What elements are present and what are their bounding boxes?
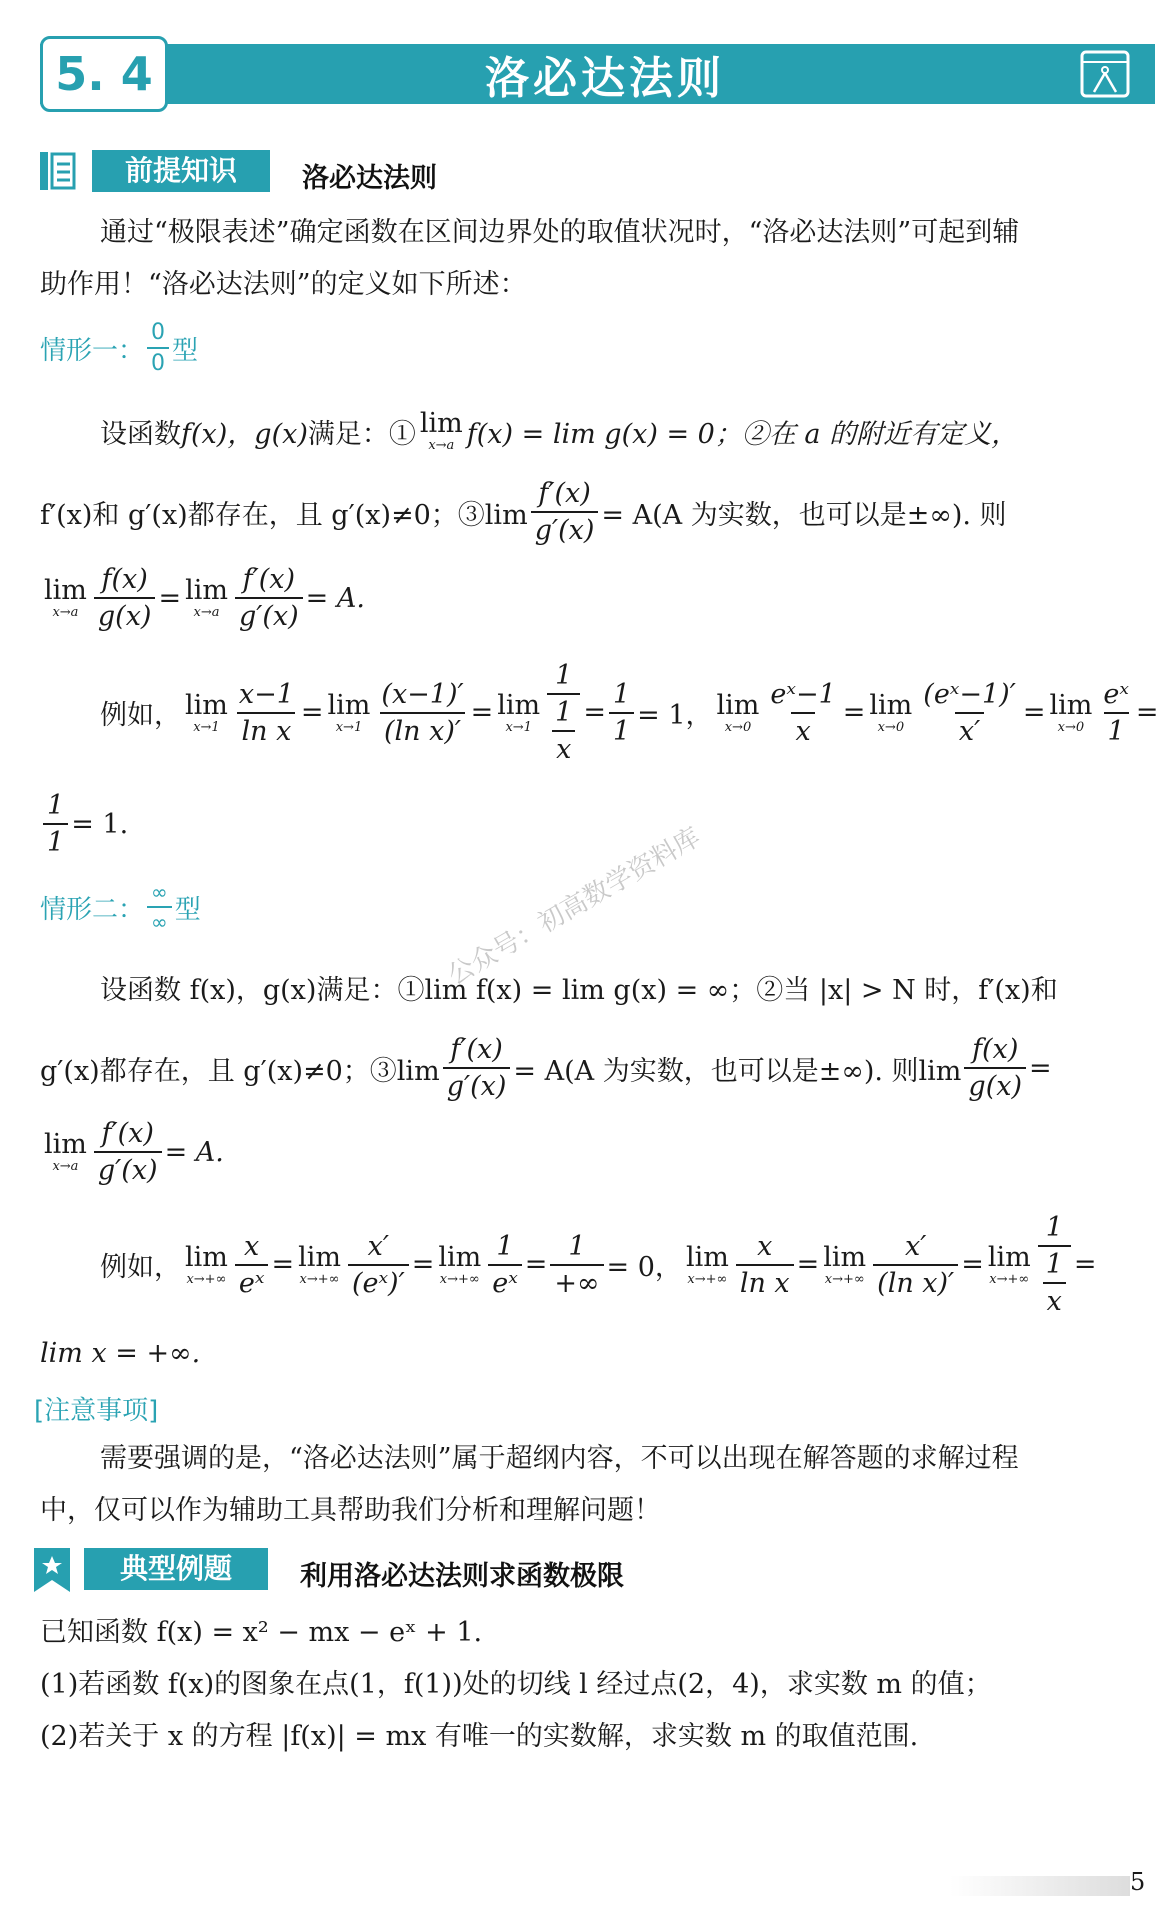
frac-num: eˣ [1103, 678, 1129, 710]
case2-line2-a: g′(x)都存在，且 g′(x)≠0；③lim [40, 1055, 440, 1087]
case2-line2: g′(x)都存在，且 g′(x)≠0；③lim $\frac{f'(x)}{g'(x)}$ = A(A 为实数，也可以是±∞). 则lim $\frac{f(x)}{g(x)}$ = [40, 1034, 1052, 1102]
question-1: (1)若函数 f(x)的图象在点(1，f(1))处的切线 l 经过点(2，4)，求实数 m 的值； [40, 1669, 992, 1700]
frac-den: 1 [43, 823, 68, 858]
lim-sub: x→a [52, 1159, 79, 1174]
frac-num: f′(x) [101, 1118, 154, 1149]
lim-word: lim [716, 689, 760, 721]
lim-word: lim [685, 1241, 729, 1273]
frac-num: x−1 [238, 678, 294, 710]
frac-den: (eˣ)′ [348, 1264, 409, 1299]
frac-den: +∞ [550, 1264, 603, 1299]
frac [1038, 1212, 1071, 1317]
frac-den: g′(x) [531, 511, 599, 546]
frac-den: 1 [609, 712, 634, 747]
frac [766, 679, 839, 747]
frac-num: (eˣ−1)′ [923, 678, 1016, 710]
frac [443, 1034, 511, 1102]
frac [235, 679, 298, 747]
nested-frac [1042, 1249, 1067, 1317]
intro-line1: 通过“极限表述”确定函数在区间边界处的取值状况时，“洛必达法则”可起到辅 [100, 217, 1020, 248]
lim-sub: x→+∞ [989, 1271, 1030, 1287]
frac-num: (x−1)′ [381, 678, 464, 710]
frac [873, 1231, 958, 1299]
frac [550, 1231, 603, 1299]
prereq-title: 洛必达法则 [302, 163, 437, 194]
lim-symbol [44, 1131, 87, 1173]
frac-den: g(x) [964, 1067, 1026, 1102]
lim-sub: x→+∞ [299, 1271, 340, 1287]
frac-den: ln x [736, 1264, 794, 1299]
frac-den: x′ [955, 712, 984, 747]
compass-icon [1080, 50, 1130, 98]
frac-den: x [552, 730, 575, 765]
lim-symbol [185, 1241, 228, 1287]
lim-word: lim [298, 1241, 341, 1273]
lim-sub: x→+∞ [687, 1271, 728, 1287]
case1-line2-a: f′(x)和 g′(x)都存在，且 g′(x)≠0；③lim [40, 499, 528, 531]
frac [736, 1231, 794, 1299]
case1-line2 [40, 478, 1007, 546]
frac-num: 1 [568, 1230, 586, 1262]
nested-frac [551, 697, 576, 765]
frac-num: f(x) [972, 1034, 1019, 1065]
frac [377, 679, 467, 747]
frac-num: f′(x) [538, 478, 591, 509]
ex4: = 1， [637, 700, 713, 731]
lim-symbol [185, 577, 228, 619]
case1-line1-a: 设函数 [100, 418, 181, 450]
lim-sub: x→1 [193, 719, 220, 735]
lim-sub: x→a [52, 605, 79, 620]
frac [964, 1034, 1026, 1102]
lim-symbol [185, 689, 228, 735]
lim-word: lim [987, 1241, 1031, 1273]
case2-line3-end: = A. [164, 1136, 224, 1168]
case1-frac-den: 0 [147, 347, 169, 376]
frac-num: x [757, 1230, 773, 1262]
lim-word: lim [419, 408, 463, 439]
frac-num: 1 [555, 697, 573, 728]
frac-num: f′(x) [450, 1034, 503, 1065]
case1-line1 [100, 410, 1018, 452]
lim-sub: x→+∞ [824, 1271, 865, 1287]
lim-word: lim [438, 1241, 482, 1273]
case2-last: lim x = +∞. [40, 1338, 201, 1369]
list-icon [38, 150, 78, 192]
lim-sub: x→a [428, 438, 455, 453]
case2-example: 例如， lim x→+∞ $\frac{x}{\text{eˣ}}$ = lim x→+∞ $\frac{x'}{\text{(eˣ)′}}$ = lim x→+∞ $\frac{1}{\text{eˣ}}$ = $\frac{1}{+\infty}$ = 0， lim x→+∞ $\frac{x}{\text{ln x}}$ = lim x→+∞ $\frac{x'}{\text{(ln x)′}}$ = lim x→+∞ $\frac{1}{\frac{1}{x}}$ = [100, 1212, 1097, 1317]
case2-line2-b: = A(A 为实数，也可以是±∞). 则lim [513, 1055, 962, 1087]
lim-sub: x→0 [1057, 719, 1085, 735]
frac-den: eˣ [488, 1264, 522, 1299]
frac [1099, 679, 1133, 747]
case1-example-end [40, 790, 128, 858]
lim-symbol [823, 1241, 867, 1287]
frac [235, 564, 303, 632]
case1-label-text: 情形一： [40, 335, 145, 366]
lim-symbol [716, 689, 760, 735]
lim-symbol [685, 1241, 729, 1287]
case1-example: 例如， lim x→1 $\frac{x-1}{\text{ln x}}$ = lim x→1 $\frac{(x-1)'}{\text{(ln x)′}}$ = lim x→1 $\frac{1}{\frac{1}{x}}$ = $\frac{1}{1}$ = 1， lim x→0 $\frac{\text{eˣ−1}}{x}$ = lim x→0 $\frac{\text{(eˣ−1)′}}{x'}$ = lim x→0 $\frac{\text{eˣ}}{1}$ = [100, 660, 1159, 765]
frac [94, 1118, 162, 1186]
case1-line1-b: f(x)，g(x) [181, 418, 308, 450]
lim-word: lim [823, 1241, 867, 1273]
lim-word: lim [185, 689, 228, 721]
case1-suffix: 型 [172, 335, 199, 366]
case2-label [40, 880, 201, 934]
frac-num: x′ [367, 1230, 390, 1262]
frac [348, 1231, 409, 1299]
section-number: 5. 4 [40, 36, 168, 112]
lim-word: lim [185, 1241, 228, 1273]
lim-word: lim [869, 689, 913, 721]
lim-sub: x→0 [877, 719, 905, 735]
frac [488, 1231, 522, 1299]
ex-end: = 1. [71, 808, 129, 840]
star-bookmark-icon [34, 1548, 70, 1592]
frac-den: g′(x) [94, 1151, 162, 1186]
question-0: 已知函数 f(x) = x² − mx − eˣ + 1. [40, 1617, 483, 1648]
intro-line2: 助作用！“洛必达法则”的定义如下所述： [40, 269, 527, 300]
lim-sub: x→0 [724, 719, 752, 735]
frac-den: ln x [237, 712, 295, 747]
frac-den: 1 [1104, 712, 1129, 747]
lim-symbol [438, 1241, 482, 1287]
case2-fraction [147, 880, 172, 934]
lim-sub: x→a [193, 605, 220, 620]
case2-frac-den: ∞ [147, 906, 172, 934]
lim-word: lim [44, 1129, 87, 1160]
case2-suffix: 型 [174, 894, 201, 925]
lim-sub: x→+∞ [186, 1271, 227, 1287]
lim-symbol [44, 577, 87, 619]
lim-sub: x→+∞ [439, 1271, 480, 1287]
case1-line1-c: 满足：① [307, 418, 416, 450]
frac-num: 1 [47, 790, 65, 821]
prereq-badge: 前提知识 [92, 150, 270, 192]
case1-label [40, 320, 198, 376]
frac-num: x [244, 1230, 260, 1262]
example-title: 利用洛必达法则求函数极限 [300, 1561, 624, 1592]
frac-den: x [1043, 1282, 1066, 1317]
case2-line1: 设函数 f(x)，g(x)满足：①lim f(x) = lim g(x) = ∞；②当 |x| > N 时，f′(x)和 [100, 975, 1058, 1006]
frac-num: f(x) [101, 564, 148, 595]
case2-label-text: 情形二： [40, 894, 145, 925]
frac-den: g(x) [94, 597, 156, 632]
page-title: 洛必达法则 [485, 53, 725, 104]
case1-line3: lim x→a $\frac{f(x)}{g(x)}$ = lim x→a $\frac{f'(x)}{g'(x)}$ = A. [44, 564, 365, 632]
footer-decoration [950, 1876, 1130, 1896]
frac-den: eˣ [235, 1264, 269, 1299]
frac [919, 679, 1020, 747]
frac-num: 1 [1045, 1249, 1063, 1280]
frac-num: 1 [1045, 1212, 1063, 1243]
frac [609, 679, 634, 747]
frac-num: 1 [555, 660, 573, 691]
example-badge: 典型例题 [84, 1548, 268, 1590]
lim-symbol [497, 689, 541, 735]
case1-line2-b: = A(A 为实数，也可以是±∞). 则 [601, 499, 1007, 531]
question-2: (2)若关于 x 的方程 |f(x)| = mx 有唯一的实数解，求实数 m 的取值范围. [40, 1721, 919, 1752]
frac-num: 1 [496, 1230, 514, 1262]
lim-symbol [420, 410, 463, 452]
frac-num: f′(x) [242, 564, 296, 595]
lim-symbol [298, 1241, 341, 1287]
example-label: 例如， [100, 1252, 181, 1283]
frac-den: x [791, 712, 814, 747]
frac [94, 564, 156, 632]
lim-symbol [869, 689, 913, 735]
case1-frac-num: 0 [151, 320, 166, 345]
frac-den: g′(x) [443, 1067, 511, 1102]
case2-frac-num: ∞ [151, 880, 168, 904]
lim-word: lim [1049, 689, 1093, 721]
frac [235, 1231, 269, 1299]
lim-word: lim [327, 689, 371, 721]
frac-num: x′ [905, 1230, 927, 1262]
case2-line3 [40, 1118, 224, 1186]
e4-end: = 0， [606, 1252, 682, 1283]
case1-fraction [147, 320, 169, 376]
frac-den: (ln x)′ [873, 1264, 958, 1299]
frac-den: (ln x)′ [380, 712, 465, 747]
lim-sub: x→1 [335, 719, 363, 735]
lim-sub: x→1 [505, 719, 532, 735]
lim-symbol [987, 1241, 1031, 1287]
case1-line2-frac [531, 478, 599, 546]
frac-den: g′(x) [235, 597, 303, 632]
case1-line3-end: = A. [305, 582, 365, 614]
frac-den [1038, 1245, 1071, 1317]
lim-symbol [1049, 689, 1093, 735]
frac-den [547, 693, 580, 765]
lim-symbol [327, 689, 371, 735]
frac [547, 660, 580, 765]
lim-word: lim [185, 575, 228, 606]
note-line1: 需要强调的是，“洛必达法则”属于超纲内容，不可以出现在解答题的求解过程 [100, 1443, 1019, 1474]
page-number: 5 [1130, 1868, 1146, 1896]
lim-word: lim [44, 575, 87, 606]
watermark: 公众号：初高数学资料库 [443, 822, 706, 992]
frac-num: 1 [612, 678, 631, 710]
case1-line1-d: f(x) = lim g(x) = 0；②在 a 的附近有定义， [466, 418, 1019, 450]
lim-word: lim [497, 689, 541, 721]
note-label: [注意事项] [34, 1396, 159, 1426]
frac-num: eˣ−1 [770, 678, 836, 710]
frac [43, 790, 68, 858]
note-line2: 中，仅可以作为辅助工具帮助我们分析和理解问题！ [40, 1495, 661, 1526]
example-label: 例如， [100, 700, 181, 731]
